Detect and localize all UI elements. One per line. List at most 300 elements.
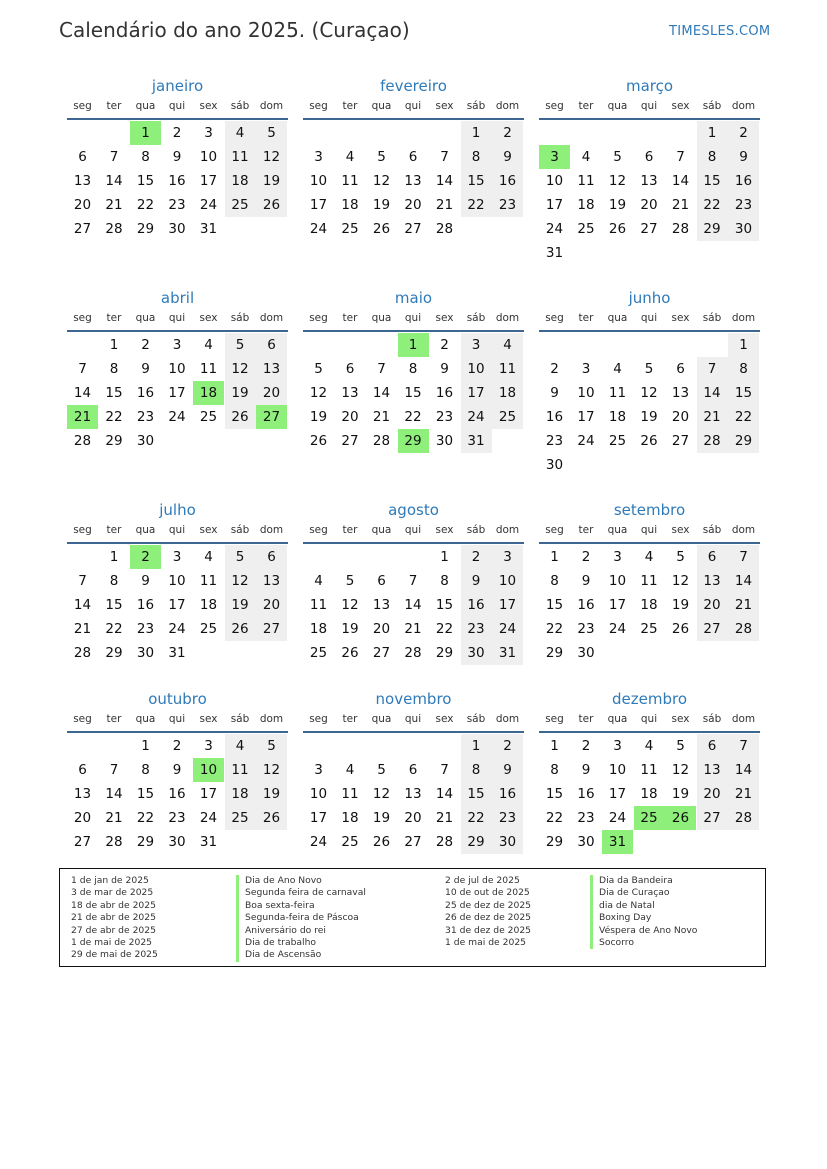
weekday-header [67, 713, 288, 729]
weekday-label: sáb [230, 524, 250, 536]
day-cell: 3 [314, 762, 323, 778]
day-cell: 20 [341, 409, 359, 425]
day-cell: 5 [225, 545, 256, 569]
day-cell: 5 [377, 149, 386, 165]
day-cell: 29 [545, 834, 564, 850]
day-cell: 13 [697, 758, 728, 782]
day-cell: 2 [141, 337, 150, 353]
legend-holiday-name: Dia de Ascensão [236, 949, 366, 961]
day-cell: 19 [256, 169, 287, 193]
day-cell: 21 [105, 197, 123, 213]
day-cell: 29 [136, 834, 155, 850]
weekday-label: sex [671, 713, 690, 725]
day-cell: 6 [78, 149, 87, 165]
day-cell: 25 [199, 409, 218, 425]
weekday-label: dom [731, 524, 756, 536]
legend-date: 1 de mai de 2025 [445, 936, 527, 948]
header-divider [303, 542, 524, 544]
day-cell: 2 [581, 738, 591, 754]
day-cell: 9 [550, 385, 559, 401]
day-cell: 10 [545, 173, 564, 189]
legend-names-right [590, 875, 697, 949]
day-cell: 19 [372, 197, 391, 213]
weekday-label: ter [342, 524, 358, 536]
month-name: janeiro [151, 77, 204, 95]
day-cell: 2 [492, 734, 523, 758]
day-cell: 9 [492, 145, 523, 169]
day-cell: 6 [408, 149, 418, 165]
legend-date: 26 de dez de 2025 [445, 912, 532, 924]
day-cell: 2 [440, 337, 449, 353]
month-name: dezembro [612, 690, 687, 708]
day-cell: 20 [73, 810, 92, 826]
day-cell: 11 [225, 145, 256, 169]
weekday-label: sáb [702, 312, 722, 324]
day-cell: 18 [225, 169, 256, 193]
weekday-label: dom [259, 713, 284, 725]
weekday-label: ter [342, 312, 358, 324]
day-cell: 25 [577, 221, 595, 237]
day-cell: 17 [168, 385, 186, 401]
day-cell: 19 [225, 381, 256, 405]
weekday-label: seg [73, 100, 92, 112]
day-cell: 23 [545, 433, 564, 449]
day-cell: 12 [640, 385, 658, 401]
header-divider [539, 731, 760, 733]
weekday-label: qui [168, 713, 186, 725]
day-cell: 28 [372, 433, 391, 449]
day-cell: 28 [728, 806, 759, 830]
day-cell: 27 [671, 433, 690, 449]
day-cell: 6 [408, 762, 418, 778]
weekday-label: sex [671, 312, 690, 324]
day-cell: 15 [105, 597, 123, 613]
day-cell: 3 [172, 337, 182, 353]
holiday-day: 1 [130, 121, 161, 145]
holiday-day: 2 [130, 545, 161, 569]
day-cell: 23 [492, 193, 523, 217]
day-cell: 13 [73, 786, 92, 802]
day-cell: 5 [644, 361, 654, 377]
day-cell: 30 [168, 834, 186, 850]
weekday-label: qua [135, 524, 156, 536]
day-cell: 11 [341, 786, 359, 802]
day-cell: 7 [440, 149, 449, 165]
weekday-label: qua [135, 713, 156, 725]
day-cell: 6 [256, 545, 287, 569]
header-divider [539, 542, 760, 544]
weekday-label: dom [259, 100, 284, 112]
weekday-label: seg [309, 312, 328, 324]
day-cell: 22 [136, 810, 155, 826]
day-cell: 22 [435, 621, 454, 637]
day-cell: 30 [577, 645, 595, 661]
day-cell: 25 [341, 221, 359, 237]
day-cell: 17 [608, 786, 627, 802]
day-cell: 3 [172, 549, 182, 565]
day-cell: 4 [345, 149, 355, 165]
day-cell: 21 [728, 782, 759, 806]
day-cell: 28 [435, 221, 454, 237]
day-cell: 15 [435, 597, 454, 613]
day-cell: 9 [141, 573, 150, 589]
day-cell: 6 [78, 762, 87, 778]
holiday-day: 25 [634, 806, 665, 830]
month-name: agosto [388, 501, 439, 519]
day-cell: 17 [577, 409, 595, 425]
day-cell: 29 [136, 221, 155, 237]
holiday-day: 31 [602, 830, 633, 854]
day-cell: 27 [640, 221, 658, 237]
day-cell: 8 [440, 573, 449, 589]
day-cell: 18 [640, 597, 658, 613]
day-cell: 22 [105, 621, 123, 637]
day-cell: 4 [225, 121, 256, 145]
weekday-label: sex [435, 312, 454, 324]
day-cell: 22 [404, 409, 422, 425]
day-cell: 9 [141, 361, 150, 377]
day-cell: 20 [256, 593, 287, 617]
legend-holiday-name: Dia de trabalho [236, 937, 366, 949]
day-cell: 13 [73, 173, 92, 189]
weekday-label: dom [259, 524, 284, 536]
weekday-label: qui [404, 312, 422, 324]
day-cell: 22 [461, 193, 492, 217]
day-cell: 1 [461, 121, 492, 145]
header-divider [539, 330, 760, 332]
legend-date: 2 de jul de 2025 [445, 875, 520, 886]
weekday-label: sáb [230, 713, 250, 725]
day-cell: 30 [577, 834, 595, 850]
day-cell: 28 [728, 617, 759, 641]
holiday-day: 26 [665, 806, 696, 830]
day-cell: 8 [408, 361, 418, 377]
legend-date: 1 de jan de 2025 [71, 875, 149, 886]
holiday-day: 27 [256, 405, 287, 429]
header-divider [539, 118, 760, 120]
month-name: novembro [375, 690, 452, 708]
day-cell: 24 [199, 810, 218, 826]
day-cell: 7 [109, 762, 119, 778]
day-cell: 18 [341, 197, 359, 213]
weekday-label: ter [106, 713, 122, 725]
day-cell: 27 [73, 834, 92, 850]
day-cell: 7 [377, 361, 386, 377]
day-cell: 19 [341, 621, 359, 637]
month-name: julho [159, 501, 196, 519]
day-cell: 25 [341, 834, 359, 850]
day-cell: 18 [309, 621, 328, 637]
day-cell: 8 [550, 762, 559, 778]
legend-holiday-name: Boxing Day [590, 912, 697, 924]
day-cell: 31 [545, 245, 564, 261]
weekday-label: qui [168, 100, 186, 112]
weekday-label: sex [199, 713, 218, 725]
legend-dates-right [445, 875, 531, 949]
day-cell: 15 [461, 782, 492, 806]
day-cell: 26 [225, 617, 256, 641]
day-cell: 28 [105, 221, 123, 237]
day-cell: 15 [461, 169, 492, 193]
weekday-label: ter [578, 312, 594, 324]
legend-date: 25 de dez de 2025 [445, 899, 532, 911]
weekday-label: sáb [702, 100, 722, 112]
day-cell: 5 [256, 121, 287, 145]
day-cell: 4 [581, 149, 591, 165]
day-cell: 11 [199, 573, 218, 589]
day-cell: 24 [309, 221, 328, 237]
day-cell: 16 [577, 597, 595, 613]
day-cell: 3 [204, 125, 213, 141]
day-cell: 28 [73, 433, 92, 449]
day-cell: 14 [105, 173, 123, 189]
day-cell: 25 [608, 433, 627, 449]
day-cell: 23 [461, 617, 492, 641]
day-cell: 28 [73, 645, 92, 661]
weekday-label: qua [371, 713, 392, 725]
day-cell: 18 [608, 409, 627, 425]
weekday-header [67, 524, 288, 540]
day-cell: 25 [199, 621, 218, 637]
day-cell: 11 [341, 173, 359, 189]
day-cell: 13 [697, 569, 728, 593]
day-cell: 30 [492, 830, 523, 854]
day-cell: 18 [640, 786, 658, 802]
day-cell: 30 [435, 433, 454, 449]
weekday-label: dom [495, 100, 520, 112]
day-cell: 8 [141, 762, 150, 778]
day-cell: 14 [728, 758, 759, 782]
weekday-label: qua [607, 312, 628, 324]
day-cell: 24 [168, 409, 186, 425]
legend-date: 18 de abr de 2025 [71, 899, 156, 911]
weekday-label: ter [106, 100, 122, 112]
weekday-label: seg [309, 713, 328, 725]
legend-date: 27 de abr de 2025 [71, 924, 156, 936]
day-cell: 8 [728, 357, 759, 381]
day-cell: 15 [404, 385, 422, 401]
weekday-label: dom [731, 312, 756, 324]
weekday-label: qui [640, 100, 658, 112]
day-cell: 9 [461, 569, 492, 593]
day-cell: 21 [697, 405, 728, 429]
day-cell: 28 [105, 834, 123, 850]
day-cell: 19 [608, 197, 627, 213]
day-cell: 3 [461, 333, 492, 357]
brand-link[interactable]: TIMESLES.COM [669, 24, 771, 39]
day-cell: 19 [671, 786, 690, 802]
day-cell: 10 [461, 357, 492, 381]
day-cell: 7 [109, 149, 119, 165]
weekday-label: seg [545, 713, 564, 725]
day-cell: 24 [492, 617, 523, 641]
day-cell: 21 [435, 197, 454, 213]
day-cell: 6 [345, 361, 355, 377]
day-cell: 12 [372, 786, 391, 802]
weekday-label: qua [371, 100, 392, 112]
day-cell: 14 [105, 786, 123, 802]
day-cell: 20 [697, 593, 728, 617]
day-cell: 12 [225, 569, 256, 593]
day-cell: 29 [435, 645, 454, 661]
day-cell: 22 [105, 409, 123, 425]
weekday-label: qua [371, 312, 392, 324]
day-cell: 3 [613, 738, 622, 754]
day-cell: 10 [309, 173, 328, 189]
day-cell: 3 [613, 549, 622, 565]
day-cell: 9 [581, 762, 591, 778]
day-cell: 7 [697, 357, 728, 381]
day-cell: 27 [73, 221, 92, 237]
day-cell: 17 [199, 786, 218, 802]
day-cell: 17 [309, 197, 328, 213]
weekday-label: qui [168, 524, 186, 536]
day-cell: 17 [608, 597, 627, 613]
day-cell: 18 [341, 810, 359, 826]
day-cell: 12 [608, 173, 627, 189]
day-cell: 16 [461, 593, 492, 617]
day-cell: 8 [461, 758, 492, 782]
weekday-label: sáb [466, 524, 486, 536]
header-divider [67, 330, 288, 332]
holiday-day: 10 [193, 758, 224, 782]
day-cell: 12 [309, 385, 328, 401]
legend-names-left [236, 875, 366, 962]
day-cell: 14 [697, 381, 728, 405]
header-divider [67, 118, 288, 120]
day-cell: 7 [728, 734, 759, 758]
day-cell: 25 [225, 806, 256, 830]
day-cell: 30 [728, 217, 759, 241]
weekday-label: qui [404, 100, 422, 112]
day-cell: 19 [640, 409, 658, 425]
day-cell: 16 [435, 385, 454, 401]
day-cell: 8 [697, 145, 728, 169]
day-cell: 15 [697, 169, 728, 193]
day-cell: 15 [545, 786, 564, 802]
day-cell: 21 [105, 810, 123, 826]
legend-dates-left [71, 875, 158, 962]
day-cell: 14 [73, 385, 92, 401]
day-cell: 29 [697, 217, 728, 241]
weekday-label: seg [309, 524, 328, 536]
day-cell: 2 [581, 549, 591, 565]
weekday-header [303, 713, 524, 729]
weekday-label: dom [731, 100, 756, 112]
day-cell: 2 [492, 121, 523, 145]
weekday-label: qua [371, 524, 392, 536]
weekday-label: ter [342, 100, 358, 112]
day-cell: 24 [199, 197, 218, 213]
day-cell: 5 [613, 149, 622, 165]
day-cell: 2 [172, 125, 182, 141]
day-cell: 13 [404, 173, 422, 189]
day-cell: 14 [73, 597, 92, 613]
weekday-label: sex [435, 713, 454, 725]
weekday-label: dom [495, 524, 520, 536]
weekday-label: seg [73, 713, 92, 725]
day-cell: 11 [225, 758, 256, 782]
header-divider [67, 731, 288, 733]
weekday-label: sex [435, 524, 454, 536]
day-cell: 26 [671, 621, 690, 637]
day-cell: 11 [199, 361, 218, 377]
day-cell: 10 [492, 569, 523, 593]
weekday-label: ter [578, 524, 594, 536]
day-cell: 27 [404, 221, 422, 237]
weekday-header [539, 524, 760, 540]
day-cell: 26 [372, 221, 391, 237]
legend-holiday-name: Véspera de Ano Novo [590, 925, 697, 937]
weekday-label: seg [545, 524, 564, 536]
day-cell: 4 [644, 549, 654, 565]
day-cell: 31 [199, 834, 218, 850]
day-cell: 23 [168, 197, 186, 213]
day-cell: 4 [492, 333, 523, 357]
day-cell: 17 [199, 173, 218, 189]
weekday-header [303, 312, 524, 328]
day-cell: 22 [545, 621, 564, 637]
day-cell: 13 [671, 385, 690, 401]
day-cell: 24 [577, 433, 595, 449]
day-cell: 14 [435, 786, 454, 802]
day-cell: 4 [613, 361, 622, 377]
day-cell: 21 [73, 621, 92, 637]
legend-date: 31 de dez de 2025 [445, 924, 532, 936]
legend-holiday-name: Segunda feira de carnaval [236, 887, 366, 899]
day-cell: 18 [199, 597, 218, 613]
weekday-label: sáb [230, 312, 250, 324]
weekday-label: qui [404, 713, 422, 725]
day-cell: 5 [256, 734, 287, 758]
month-name: setembro [613, 501, 686, 519]
day-cell: 6 [697, 734, 728, 758]
weekday-label: qua [135, 100, 156, 112]
weekday-label: sex [435, 100, 454, 112]
day-cell: 28 [697, 429, 728, 453]
day-cell: 9 [581, 573, 591, 589]
day-cell: 19 [372, 810, 391, 826]
weekday-label: seg [73, 312, 92, 324]
weekday-label: qua [607, 100, 628, 112]
day-cell: 30 [461, 641, 492, 665]
holiday-legend [59, 868, 766, 967]
day-cell: 20 [671, 409, 690, 425]
day-cell: 10 [577, 385, 595, 401]
day-cell: 20 [73, 197, 92, 213]
weekday-label: sex [671, 524, 690, 536]
day-cell: 23 [577, 621, 595, 637]
weekday-header [303, 524, 524, 540]
day-cell: 21 [671, 197, 690, 213]
day-cell: 26 [225, 405, 256, 429]
legend-holiday-name: Dia de Curaçao [590, 887, 697, 899]
page-title: Calendário do ano 2025. (Curaçao) [59, 18, 410, 42]
day-cell: 14 [404, 597, 422, 613]
day-cell: 9 [172, 149, 182, 165]
day-cell: 25 [225, 193, 256, 217]
month-name: março [625, 77, 674, 95]
day-cell: 5 [377, 762, 386, 778]
day-cell: 21 [728, 593, 759, 617]
day-cell: 6 [676, 361, 685, 377]
legend-date: 21 de abr de 2025 [71, 912, 156, 924]
day-cell: 26 [608, 221, 627, 237]
legend-date: 29 de mai de 2025 [71, 949, 158, 961]
day-cell: 31 [461, 429, 492, 453]
weekday-label: sáb [702, 713, 722, 725]
day-cell: 31 [168, 645, 186, 661]
